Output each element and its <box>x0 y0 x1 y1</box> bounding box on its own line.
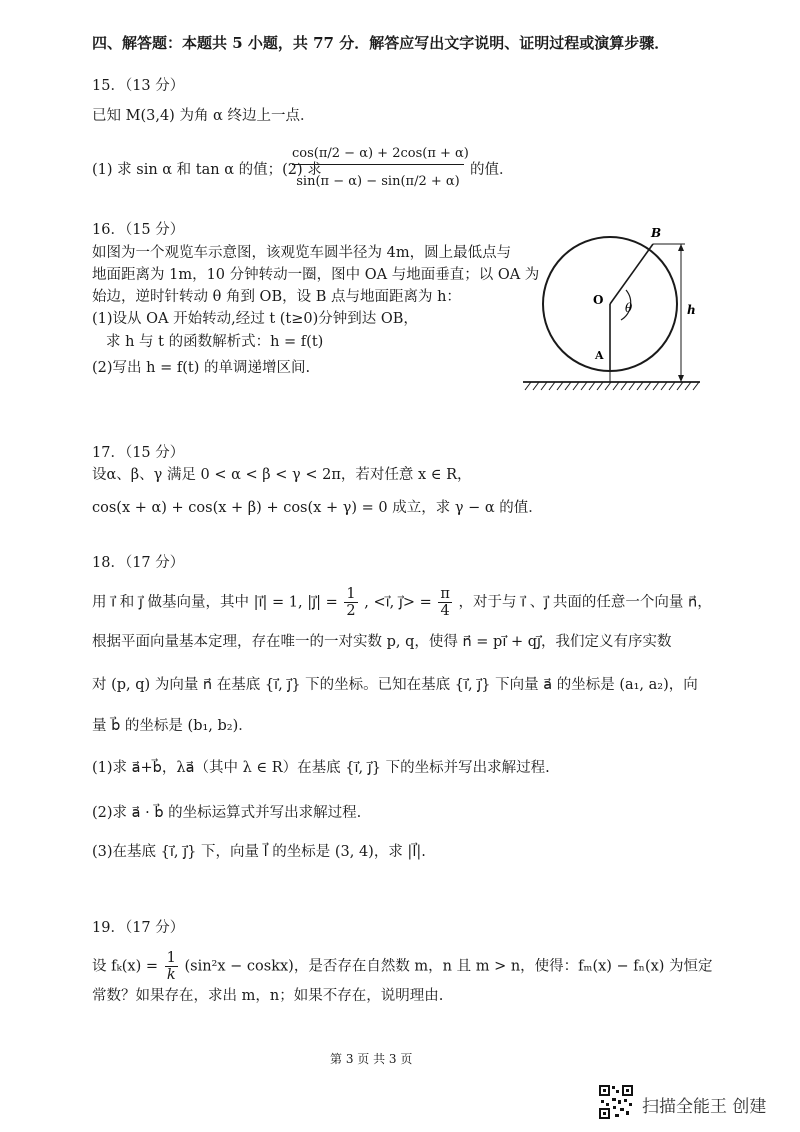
q18-line1-a: 用 i⃗ 和 j⃗ 做基向量，其中 |i⃗| = 1, |j⃗| = <box>92 594 338 611</box>
fraction-numerator: 1 <box>346 586 356 602</box>
q16-line1: 如图为一个观览车示意图，该观览车圆半径为 4m，圆上最低点与 <box>92 245 512 261</box>
q19-number: 19．（17 分） <box>92 920 185 936</box>
fraction-one-over-k <box>165 950 178 983</box>
fraction-denominator: 4 <box>440 603 450 619</box>
label-O: O <box>593 293 604 307</box>
label-theta: θ <box>625 301 633 315</box>
q16-line4: (1)设从 OA 开始转动,经过 t (t≥0)分钟到达 OB， <box>92 311 418 327</box>
fraction-numerator: π <box>440 586 450 602</box>
q19-line1-b: (sin²x − coskx)，是否存在自然数 m，n 且 m > n，使得：fₘ(x) − fₙ(x) 为恒定 <box>184 958 713 975</box>
page-number: 第 3 页 共 3 页 <box>330 1052 413 1066</box>
q17-number: 17．（15 分） <box>92 445 185 461</box>
fraction-one-half <box>344 586 357 619</box>
q16-line2: 地面距离为 1m，10 分钟转动一圈，图中 OA 与地面垂直；以 OA 为 <box>92 267 540 283</box>
fraction-pi-quarter <box>438 586 452 619</box>
q15-tail: 的值． <box>470 162 514 178</box>
q18-line2: 根据平面向量基本定理，存在唯一的一对实数 p, q，使得 n⃗ = pi⃗ + qj⃗，我们定义有序实数 <box>92 634 672 650</box>
q15-denominator: sin(π − α) − sin(π/2 + α) <box>296 174 460 189</box>
q18-part2: (2)求 a⃗ · b⃗ 的坐标运算式并写出求解过程. <box>92 805 362 821</box>
section-header: 四、解答题：本题共 5 小题，共 77 分．解答应写出文字说明、证明过程或演算步骤． <box>92 34 670 52</box>
label-h: h <box>687 303 696 317</box>
q18-line3: 对 (p, q) 为向量 n⃗ 在基底 {i⃗, j⃗} 下的坐标。已知在基底 {i⃗, j⃗} 下向量 a⃗ 的坐标是 (a₁, a₂)，向 <box>92 677 698 693</box>
q18-line4: 量 b⃗ 的坐标是 (b₁, b₂)． <box>92 718 253 734</box>
q17-line1: 设α、β、γ 满足 0 < α < β < γ < 2π，若对任意 x ∈ R， <box>92 467 472 483</box>
q16-number: 16．（15 分） <box>92 222 185 238</box>
q18-part3: (3)在基底 {i⃗, j⃗} 下，向量 l⃗ 的坐标是 (3, 4)，求 |l⃗|. <box>92 844 426 860</box>
q18-line1-c: ，对于与 i⃗ 、j⃗ 共面的任意一个向量 n⃗， <box>458 594 712 611</box>
label-A: A <box>595 349 604 362</box>
q16-line3: 始边，逆时针转动 θ 角到 OB，设 B 点与地面距离为 h： <box>92 289 461 305</box>
q19-line1 <box>92 950 713 983</box>
label-B: B <box>651 226 662 240</box>
fraction-numerator: 1 <box>166 950 176 966</box>
qr-code-icon <box>598 1084 634 1120</box>
q15-numerator: cos(π/2 − α) + 2cos(π + α) <box>292 144 464 165</box>
q19-line1-a: 设 fₖ(x) = <box>92 958 159 975</box>
q15-number: 15．（13 分） <box>92 78 185 94</box>
q18-line1 <box>92 586 712 619</box>
q16-line6: (2)写出 h = f(t) 的单调递增区间. <box>92 360 311 376</box>
q15-part1: (1) 求 sin α 和 tan α 的值；(2) 求 <box>92 162 322 178</box>
ferris-wheel-figure <box>515 222 720 402</box>
q18-part1: (1)求 a⃗+b⃗，λa⃗（其中 λ ∈ R）在基底 {i⃗, j⃗} 下的坐标并写出求解过程. <box>92 760 550 776</box>
fraction-denominator: k <box>166 967 176 983</box>
q15-stem: 已知 M(3,4) 为角 α 终边上一点． <box>92 108 315 124</box>
q18-number: 18．（17 分） <box>92 555 185 571</box>
q19-line2: 常数？如果存在，求出 m，n；如果不存在，说明理由. <box>92 988 444 1004</box>
brand-watermark: 扫描全能王 创建 <box>642 1097 767 1117</box>
q18-line1-b: , <i⃗, j⃗> = <box>364 594 432 611</box>
fraction-denominator: 2 <box>346 603 356 619</box>
q16-line5: 求 h 与 t 的函数解析式：h = f(t) <box>106 334 324 350</box>
q17-line2: cos(x + α) + cos(x + β) + cos(x + γ) = 0 成立，求 γ − α 的值． <box>92 500 543 516</box>
